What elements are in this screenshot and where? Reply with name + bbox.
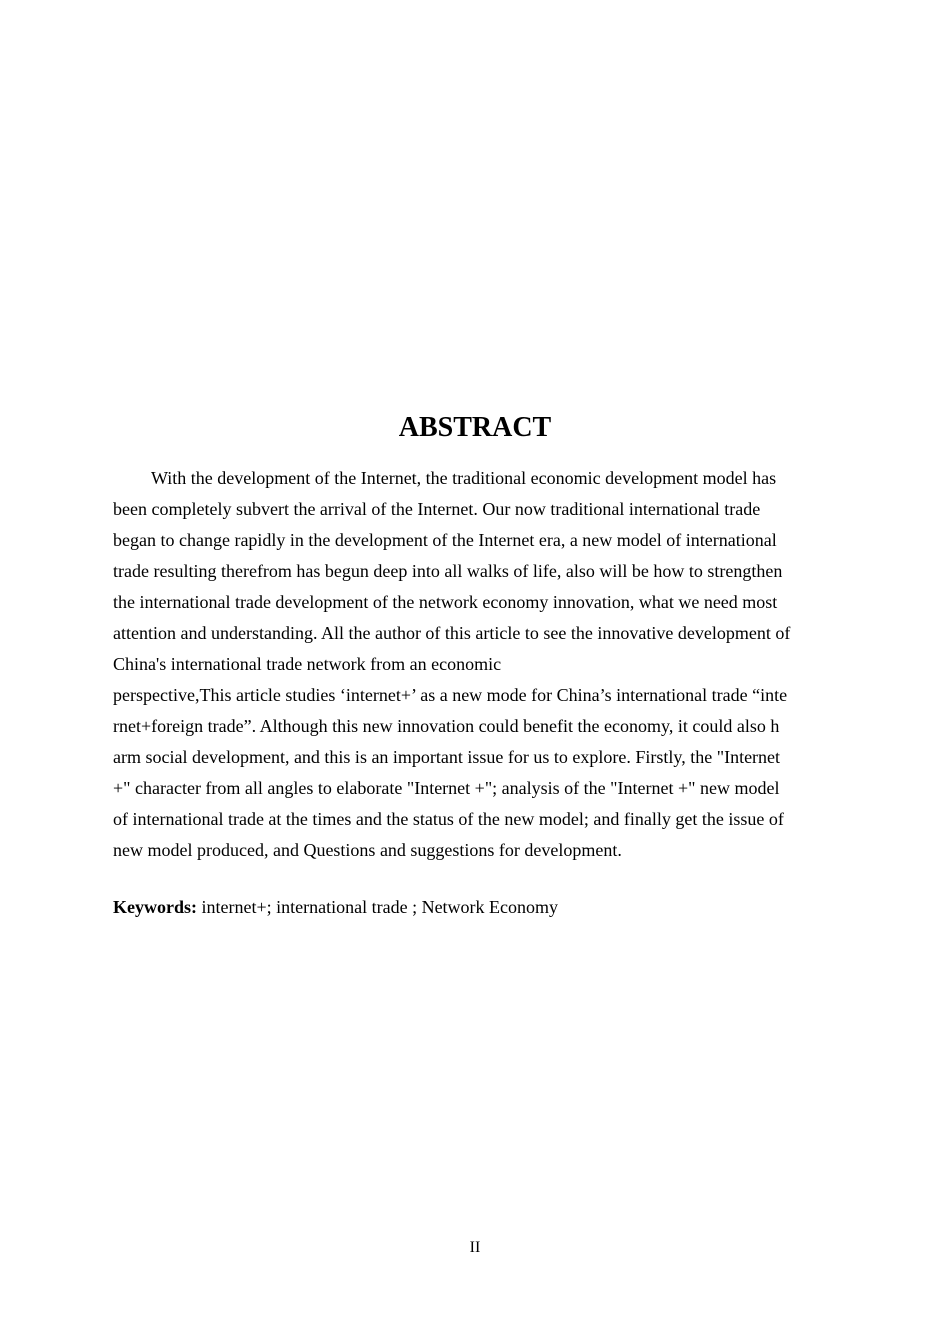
abstract-line: the international trade development of the network economy innovation, what we need most bbox=[113, 592, 778, 612]
abstract-line: been completely subvert the arrival of the Internet. Our now traditional international trade bbox=[113, 499, 761, 519]
abstract-line: began to change rapidly in the development of the Internet era, a new model of international bbox=[113, 530, 777, 550]
abstract-line: rnet+foreign trade”. Although this new innovation could benefit the economy, it could also h bbox=[113, 716, 780, 736]
abstract-line: arm social development, and this is an important issue for us to explore. Firstly, the "Internet bbox=[113, 747, 781, 767]
abstract-line: perspective,This article studies ‘internet+’ as a new mode for China’s international trade “inte bbox=[113, 685, 788, 705]
abstract-line: new model produced, and Questions and suggestions for development. bbox=[113, 840, 622, 860]
abstract-line: of international trade at the times and the status of the new model; and finally get the issue of bbox=[113, 809, 784, 829]
keywords-label: Keywords: bbox=[113, 897, 197, 917]
abstract-line: With the development of the Internet, the traditional economic development model has bbox=[151, 468, 777, 488]
keywords-text: internet+; international trade ; Network Economy bbox=[197, 897, 559, 917]
abstract-paragraph bbox=[113, 463, 837, 866]
abstract-title: ABSTRACT bbox=[398, 412, 552, 443]
abstract-line: +" character from all angles to elaborate "Internet +"; analysis of the "Internet +" new model bbox=[113, 778, 780, 798]
abstract-line: China's international trade network from an economic bbox=[113, 654, 502, 674]
keywords-line bbox=[113, 893, 837, 921]
abstract-line: attention and understanding. All the author of this article to see the innovative development of bbox=[113, 623, 791, 643]
page-number: II bbox=[469, 1239, 481, 1256]
abstract-line: trade resulting therefrom has begun deep into all walks of life, also will be how to strengthen bbox=[113, 561, 783, 581]
